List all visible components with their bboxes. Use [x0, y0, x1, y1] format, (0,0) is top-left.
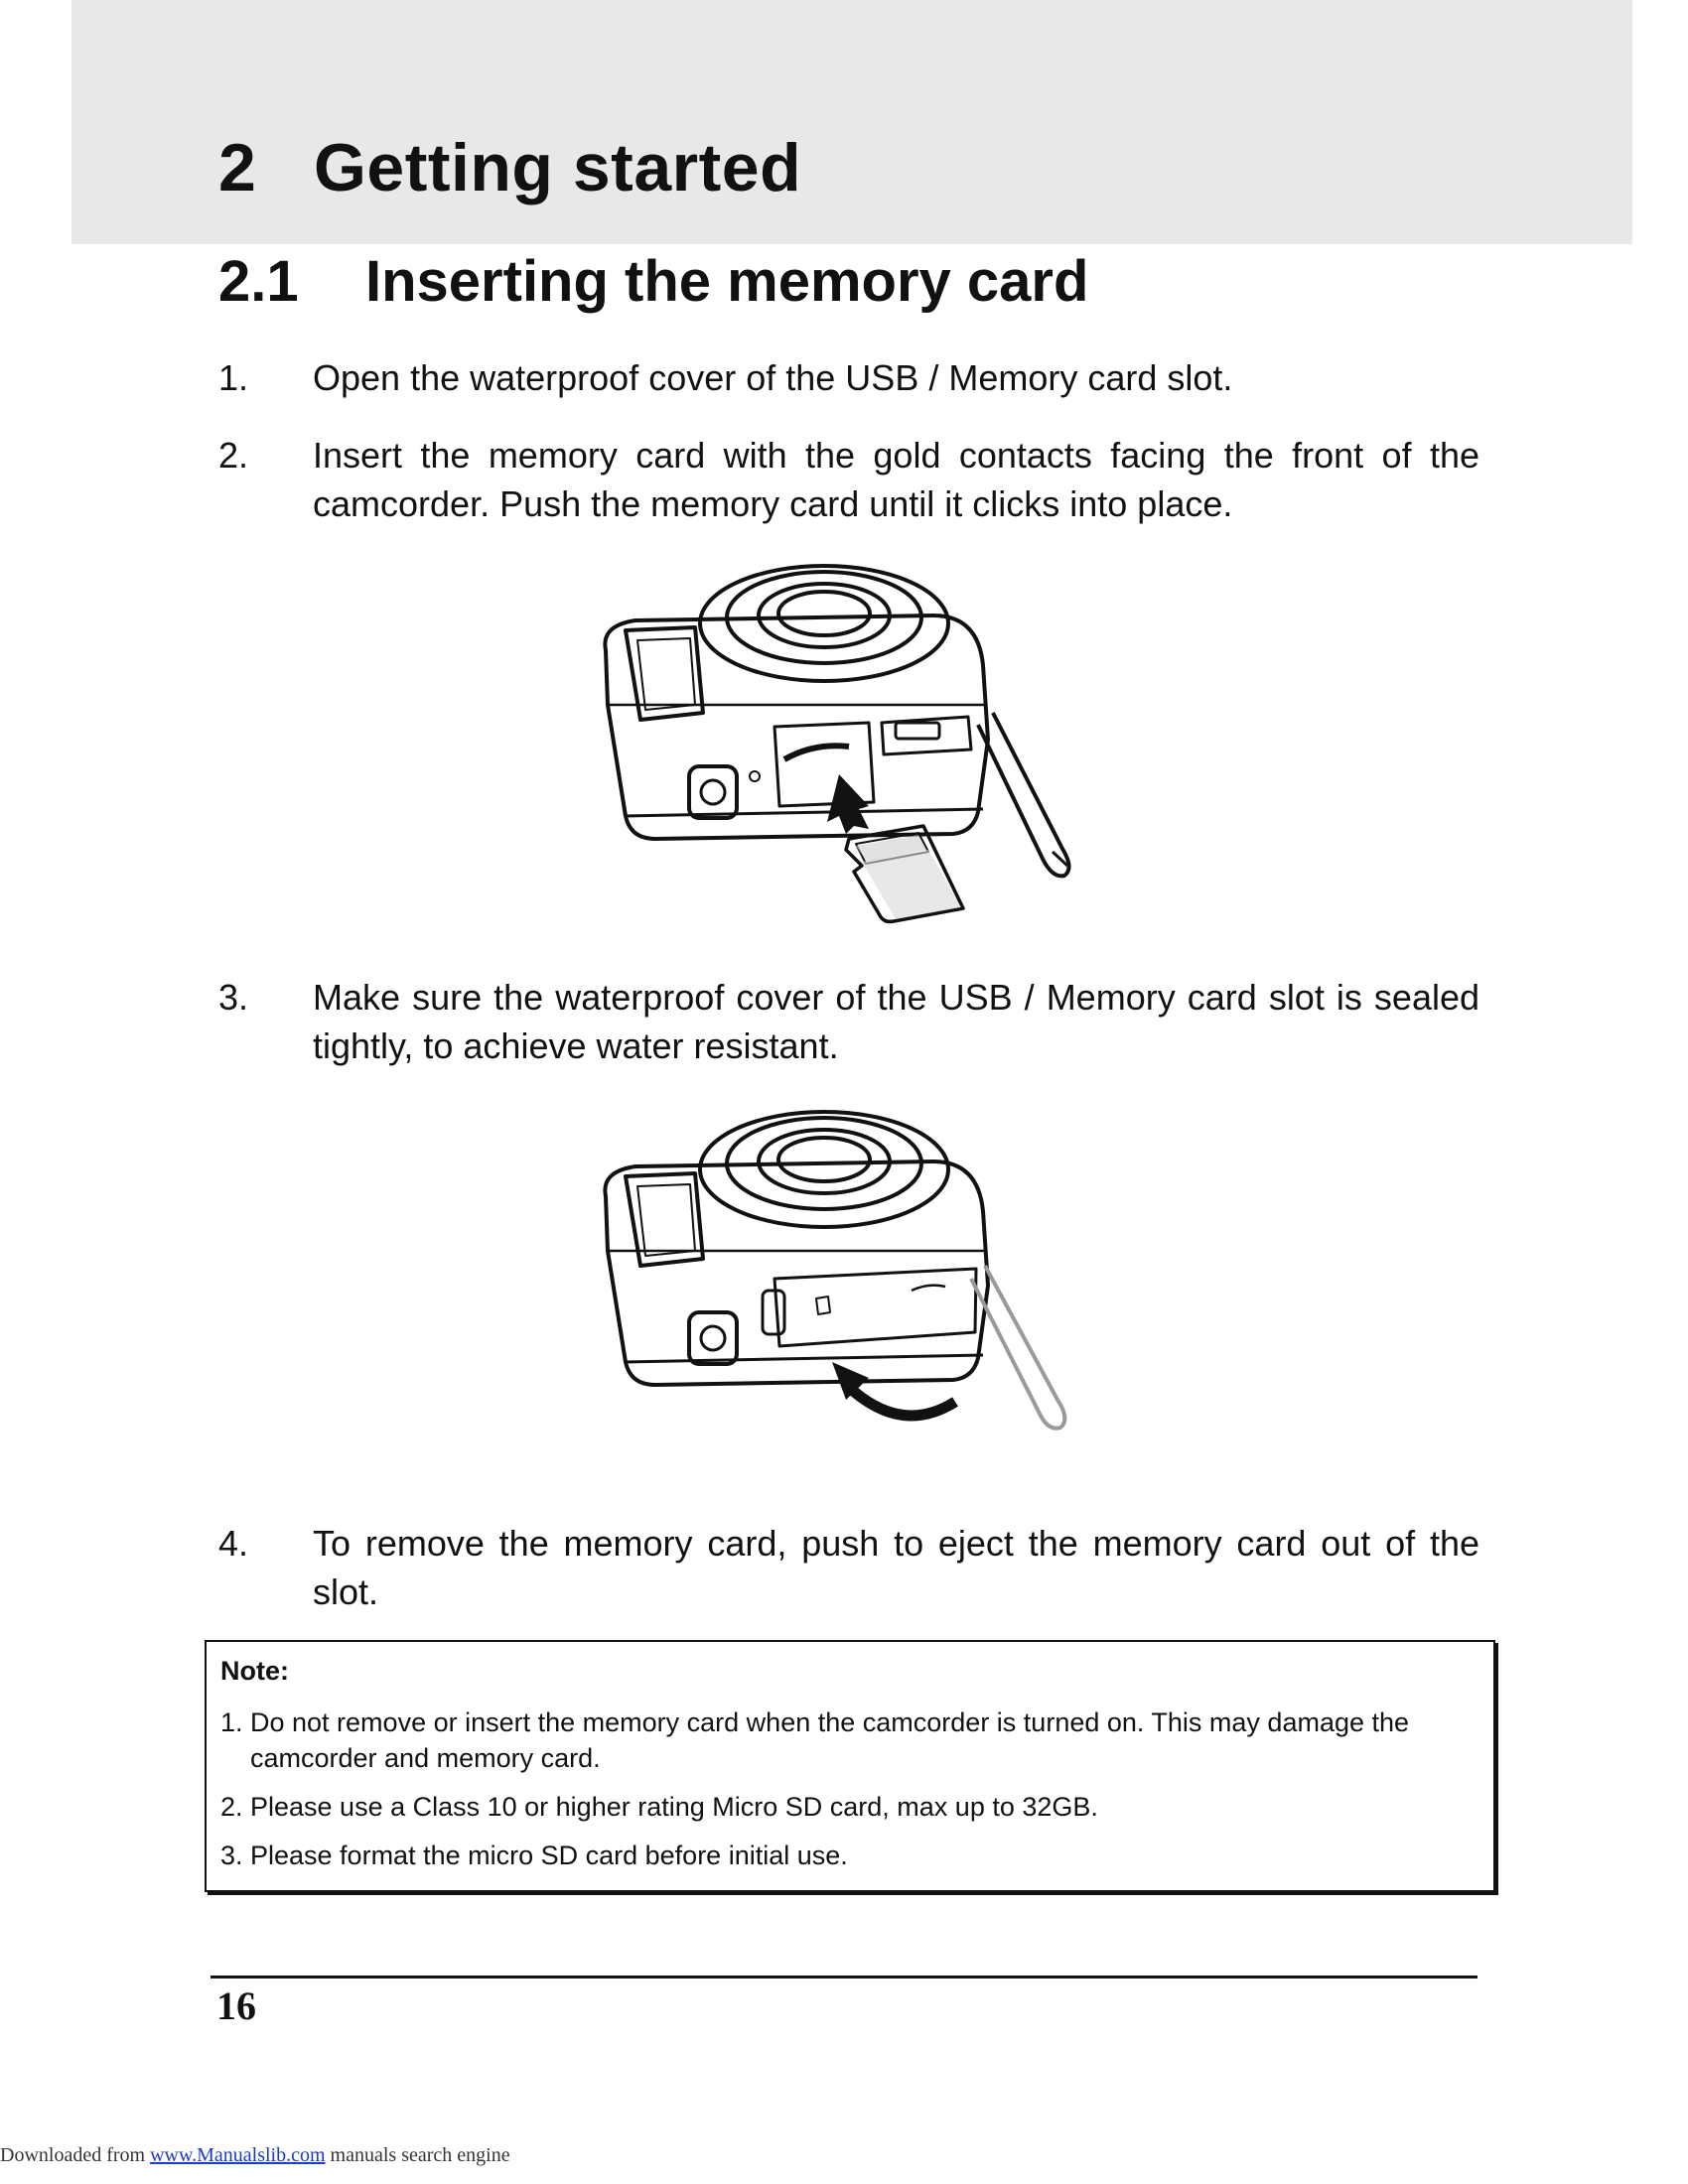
- header-band: [71, 0, 1632, 244]
- close-cover-illustration: [586, 1102, 1102, 1459]
- chapter-number: 2: [218, 130, 257, 205]
- step-text: Insert the memory card with the gold contacts facing the front of the camcorder. Push the memory card until it clicks into place.: [313, 435, 1479, 524]
- note-box: [205, 1640, 1495, 1892]
- note-item-text: Do not remove or insert the memory card when the camcorder is turned on. This may damage the camcorder and memory card.: [250, 1707, 1410, 1773]
- note-item: [220, 1705, 1479, 1776]
- step-number: 1.: [218, 357, 249, 398]
- section-number: 2.1: [218, 249, 299, 314]
- step-4: [218, 1519, 1479, 1616]
- download-prefix: Downloaded from: [0, 2144, 151, 2166]
- step-2: [218, 431, 1479, 528]
- chapter-title: [218, 129, 801, 206]
- chapter-title-text: Getting started: [314, 130, 802, 205]
- step-text: Make sure the waterproof cover of the USB / Memory card slot is sealed tightly, to achieve water resistant.: [313, 977, 1479, 1066]
- note-item: [220, 1838, 1479, 1873]
- step-3: [218, 973, 1479, 1070]
- section-title-text: Inserting the memory card: [365, 249, 1089, 314]
- note-item: [220, 1789, 1479, 1825]
- section-title: [218, 248, 1088, 315]
- step-text: Open the waterproof cover of the USB / Memory card slot.: [313, 357, 1233, 398]
- download-footer: [0, 2144, 510, 2167]
- note-item-number: 2.: [220, 1792, 243, 1822]
- step-number: 3.: [218, 977, 249, 1018]
- step-number: 4.: [218, 1523, 249, 1564]
- note-item-text: Please format the micro SD card before initial use.: [250, 1841, 848, 1870]
- manualslib-link[interactable]: www.Manualslib.com: [150, 2144, 326, 2166]
- note-list: [220, 1705, 1479, 1873]
- step-1: [218, 353, 1479, 402]
- note-title: Note:: [220, 1656, 289, 1686]
- note-item-number: 3.: [220, 1841, 243, 1870]
- download-suffix: manuals search engine: [325, 2144, 510, 2166]
- step-text: To remove the memory card, push to eject the memory card out of the slot.: [313, 1523, 1479, 1612]
- note-item-number: 1.: [220, 1707, 243, 1737]
- insert-card-illustration: [586, 556, 1102, 943]
- footer-rule: [211, 1976, 1477, 1979]
- note-item-text: Please use a Class 10 or higher rating Micro SD card, max up to 32GB.: [250, 1792, 1098, 1822]
- page-number: 16: [216, 1983, 256, 2028]
- step-number: 2.: [218, 435, 249, 476]
